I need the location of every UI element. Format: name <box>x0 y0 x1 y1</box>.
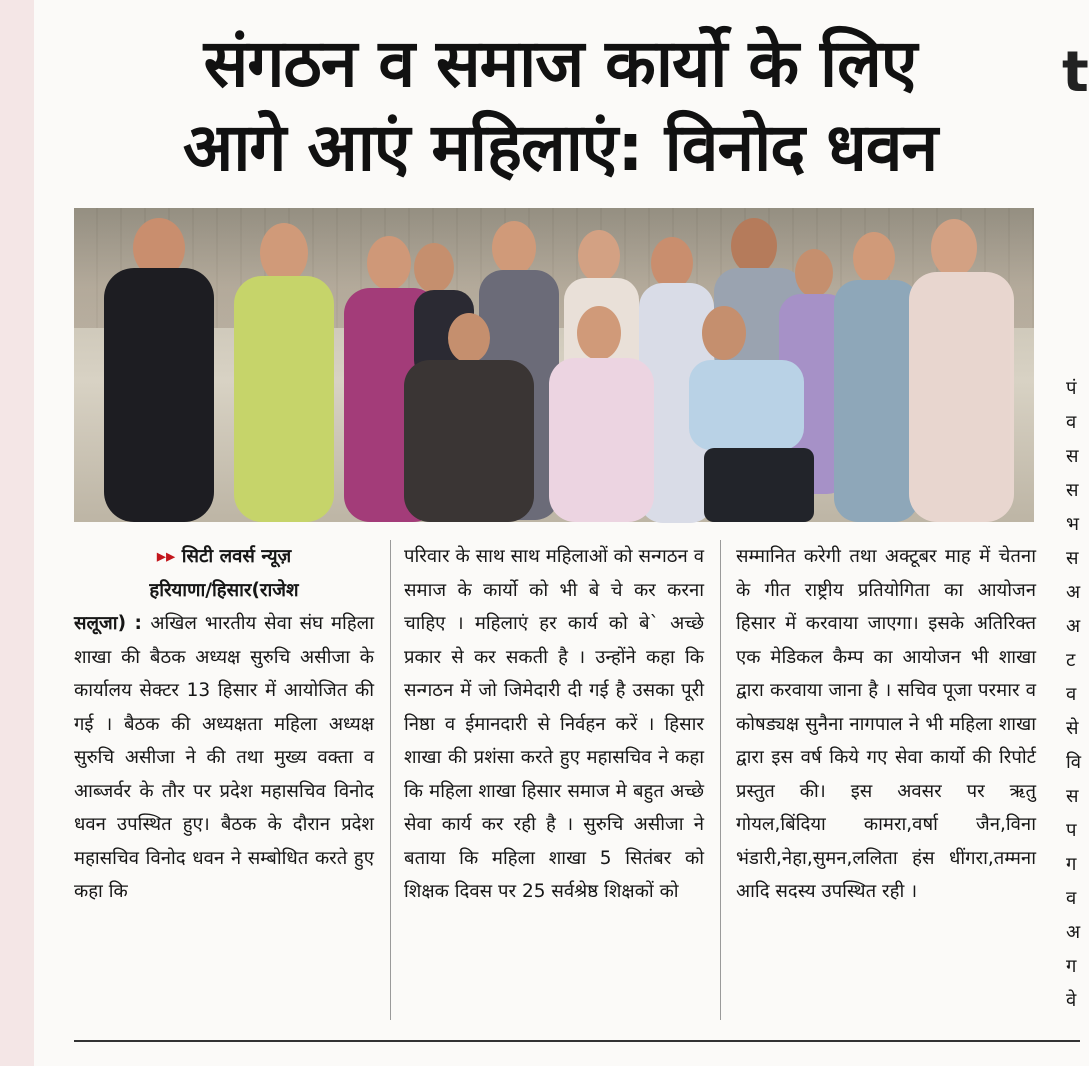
byline-place: हरियाणा/हिसार(राजेश <box>149 579 299 601</box>
adjacent-article-fragment: ग <box>1066 854 1077 875</box>
group-photo <box>74 208 1034 522</box>
adjacent-article-fragment: स <box>1066 548 1079 569</box>
page-margin-strip <box>0 0 34 1066</box>
adjacent-article-fragment: वे <box>1066 990 1077 1011</box>
byline-arrow-icon: ▸▸ <box>156 546 176 567</box>
adjacent-article-fragment: प <box>1066 820 1077 841</box>
headline-line-2: आगे आएं महिलाएं: विनोद धवन <box>182 109 938 186</box>
adjacent-article-fragment: ग <box>1066 956 1077 977</box>
adjacent-article-fragment: स <box>1066 446 1079 467</box>
byline-author-end: सलूजा) <box>74 613 127 634</box>
adjacent-article-column <box>1066 372 1086 1018</box>
byline <box>74 540 374 574</box>
column-divider <box>390 540 391 1020</box>
adjacent-article-fragment: भ <box>1066 514 1080 535</box>
adjacent-article-fragment: से <box>1066 718 1079 739</box>
headline <box>80 22 1040 190</box>
adjacent-article-headline-fragment: t <box>1062 40 1089 105</box>
adjacent-article-fragment: ट <box>1066 650 1076 671</box>
adjacent-article-fragment: अ <box>1066 616 1081 637</box>
article-text-col3: सम्मानित करेगी तथा अक्टूबर माह में चेतना के गीत राष्ट्रीय प्रतियोगिता का आयोजन हिसार में करवाया जाएगा। इसके अतिरिक्त एक मेडिकल कैम्प का आयोजन भी शाखा द्वारा करवाया जाना है । सचिव पूजा परमार व कोषड्यक्ष सुनैना नागपाल ने भी महिला शाखा द्वारा इस वर्ष किये गए सेवा कार्यो की रिपोर्ट प्रस्तुत की। इस अवसर पर ऋतु गोयल,बिंदिया कामरा,वर्षा जैन,विना भंडारी,नेहा,सुमन,ललिता हंस धींगरा,तम्मना आदि सदस्य उपस्थित रही । <box>736 546 1036 902</box>
adjacent-article-fragment: पं <box>1066 378 1077 399</box>
byline-source: सिटी लवर्स न्यूज़ <box>181 546 292 567</box>
adjacent-article-fragment: व <box>1066 412 1077 433</box>
article-text-col1: अखिल भारतीय सेवा संघ महिला शाखा की बैठक अध्यक्ष सुरुचि असीजा के कार्यालय सेक्टर 13 हिसार में आयोजित की गई । बैठक की अध्यक्षता महिला अध्यक्ष सुरुचि असीजा ने की तथा मुख्य वक्ता व आब्जर्वर के तौर पर प्रदेश महासचिव विनोद धवन उपस्थित हुए। बैठक के दौरान प्रदेश महासचिव विनोद धवन ने सम्बोधित करते हुए कहा कि <box>74 613 374 902</box>
adjacent-article-fragment: व <box>1066 684 1077 705</box>
article-column-3 <box>736 540 1036 909</box>
column-divider <box>720 540 721 1020</box>
adjacent-article-fragment: स <box>1066 480 1079 501</box>
adjacent-article-fragment: अ <box>1066 922 1081 943</box>
adjacent-article-fragment: अ <box>1066 582 1081 603</box>
headline-line-1: संगठन व समाज कार्यो के लिए <box>203 25 917 102</box>
adjacent-article-fragment: स <box>1066 786 1079 807</box>
adjacent-article-fragment: वि <box>1066 752 1082 773</box>
article-column-1: ▸▸ सिटी लवर्स न्यूज़ हरियाणा/हिसार(राजेश सलूजा) : अखिल भारतीय सेवा संघ महिला शाखा की बैठक अध्यक्ष सुरुचि असीजा के कार्यालय सेक्टर 13 हिसार में आयोजित की गई । बैठक की अध्यक्षता महिला अध्यक्ष सुरुचि असीजा ने की तथा मुख्य वक्ता व आब्जर्वर के तौर पर प्रदेश महासचिव विनोद धवन उपस्थित हुए। बैठक के दौरान प्रदेश महासचिव विनोद धवन ने सम्बोधित करते हुए कहा कि <box>74 540 374 909</box>
article-column-2 <box>404 540 704 909</box>
group-photo-figures <box>74 208 1034 522</box>
bottom-rule <box>74 1040 1080 1042</box>
adjacent-article-fragment: व <box>1066 888 1077 909</box>
article-text-col2: परिवार के साथ साथ महिलाओं को सन्गठन व समाज के कार्यो को भी बे चे कर करना चाहिए । महिलाएं हर कार्य को बे` अच्छे प्रकार से कर सकती है । उन्होंने कहा कि सन्गठन में जो जिमेदारी दी गई है उसका पूरी निष्ठा व ईमानदारी से निर्वहन करें । हिसार शाखा की प्रशंसा करते हुए महासचिव ने कहा कि महिला शाखा हिसार समाज मे बहुत अच्छे सेवा कार्य कर रही है । सुरुचि असीजा ने बताया कि महिला शाखा 5 सितंबर को शिक्षक दिवस पर 25 सर्वश्रेष्ठ शिक्षकों को <box>404 546 704 902</box>
